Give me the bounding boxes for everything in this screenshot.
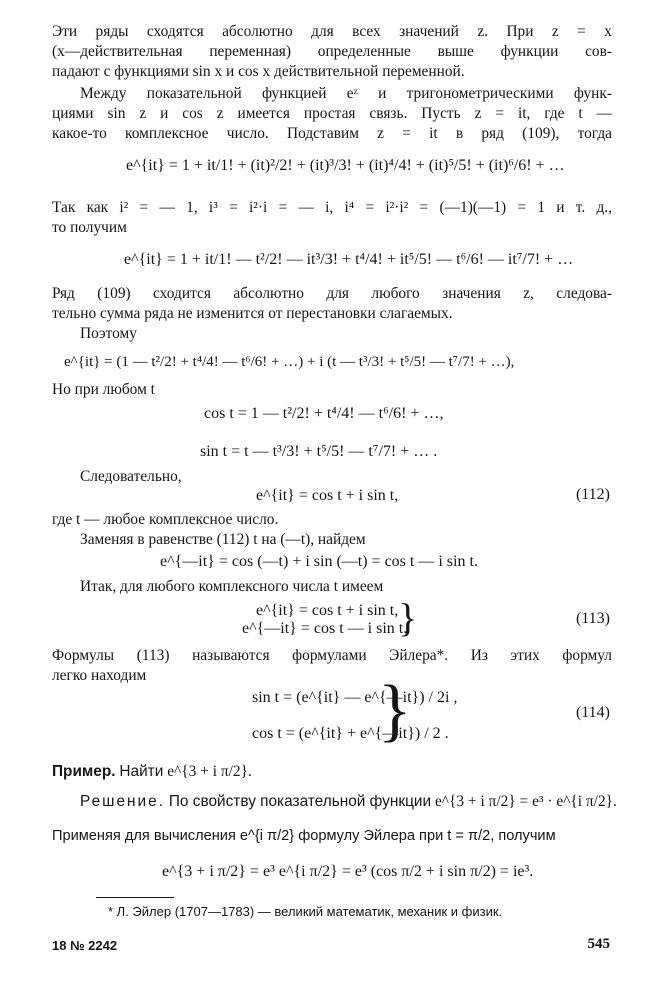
example-line <box>52 762 612 782</box>
text-line: падают с функциями sin x и cos x действительной переменной. <box>52 63 465 80</box>
solution-expression: e^{3 + i π/2} = e³ · e^{i π/2}. <box>434 793 617 810</box>
text-line: Между показательной функцией eᶻ и тригонометрическими функ- <box>80 85 612 102</box>
solution-text: По свойству показательной функции <box>168 793 432 810</box>
text-line: Так как i² = — 1, i³ = i²·i = — i, i⁴ = i²·i² = (—1)(—1) = 1 и т. д., <box>52 199 612 216</box>
equation-number: (112) <box>575 486 610 503</box>
equation-euler-112: e^{it} = cos t + i sin t, <box>256 487 399 504</box>
text-line: Заменяя в равенстве (112) t на (—t), найдем <box>80 531 366 548</box>
text-line: тельно сумма ряда не изменится от перестановки слагаемых. <box>52 305 453 322</box>
text-line: Ряд (109) сходится абсолютно для любого значения z, следова- <box>52 285 612 302</box>
text-line: Но при любом t <box>52 381 155 398</box>
text-line: Поэтому <box>80 325 137 342</box>
equation-114-cos: cos t = (e^{it} + e^{—it}) / 2 . <box>252 725 449 742</box>
equation-cos-series: cos t = 1 — t²/2! + t⁴/4! — t⁶/6! + …, <box>204 405 444 422</box>
equation-number: (113) <box>575 610 610 627</box>
text-line: Следовательно, <box>80 468 182 485</box>
solution-label: Решение. <box>80 793 165 810</box>
text-line: Эти ряды сходятся абсолютно для всех значений z. При z = x <box>52 23 612 40</box>
printer-signature: 18 № 2242 <box>52 938 118 953</box>
text-line: где t — любое комплексное число. <box>52 511 279 528</box>
text-line: Формулы (113) называются формулами Эйлера*. Из этих формул <box>52 647 612 664</box>
page-number: 545 <box>587 936 610 952</box>
text-line: легко находим <box>52 667 147 684</box>
equation-series-eit: e^{it} = 1 + it/1! + (it)²/2! + (it)³/3! + (it)⁴/4! + (it)⁵/5! + (it)⁶/6! + … <box>126 157 565 174</box>
equation-final: e^{3 + i π/2} = e³ e^{i π/2} = e³ (cos π/2 + i sin π/2) = ie³. <box>162 863 534 880</box>
equation-grouped-series: e^{it} = (1 — t²/2! + t⁴/4! — t⁶/6! + …) + i (t — t³/3! + t⁵/5! — t⁷/7! + …), <box>64 354 515 370</box>
equation-sin-series: sin t = t — t³/3! + t⁵/5! — t⁷/7! + … . <box>200 443 438 460</box>
example-task-expression: e^{3 + i π/2}. <box>167 763 252 780</box>
text-line: Итак, для любого комплексного числа t имеем <box>80 578 384 595</box>
text-line: какое-то комплексное число. Подставим z = it в ряд (109), тогда <box>52 125 612 142</box>
example-label: Пример. <box>52 763 116 780</box>
equation-113-a: e^{it} = cos t + i sin t, <box>256 602 399 619</box>
solution-line <box>80 792 640 812</box>
text-line: (x—действительная переменная) определенные выше функции сов- <box>52 43 612 60</box>
equation-113-b: e^{—it} = cos t — i sin t. <box>242 620 408 637</box>
text-line: циями sin z и cos z имеется простая связь. Пусть z = it, где t — <box>52 105 612 122</box>
footnote: * Л. Эйлер (1707—1783) — великий математик, механик и физик. <box>108 904 503 919</box>
example-task: Найти <box>119 763 164 780</box>
text-line: то получим <box>52 219 127 236</box>
apply-line: Применяя для вычисления e^{i π/2} формулу Эйлера при t = π/2, получим <box>52 828 556 844</box>
equation-series-expanded: e^{it} = 1 + it/1! — t²/2! — it³/3! + t⁴/4! + it⁵/5! — t⁶/6! — it⁷/7! + … <box>124 251 574 268</box>
equation-euler-negative: e^{—it} = cos (—t) + i sin (—t) = cos t — i sin t. <box>160 553 478 570</box>
equation-number: (114) <box>575 704 610 721</box>
right-brace: } <box>378 672 412 749</box>
equation-114-sin: sin t = (e^{it} — e^{—it}) / 2i , <box>252 689 458 706</box>
footnote-divider <box>96 897 174 898</box>
right-brace: } <box>398 595 418 640</box>
